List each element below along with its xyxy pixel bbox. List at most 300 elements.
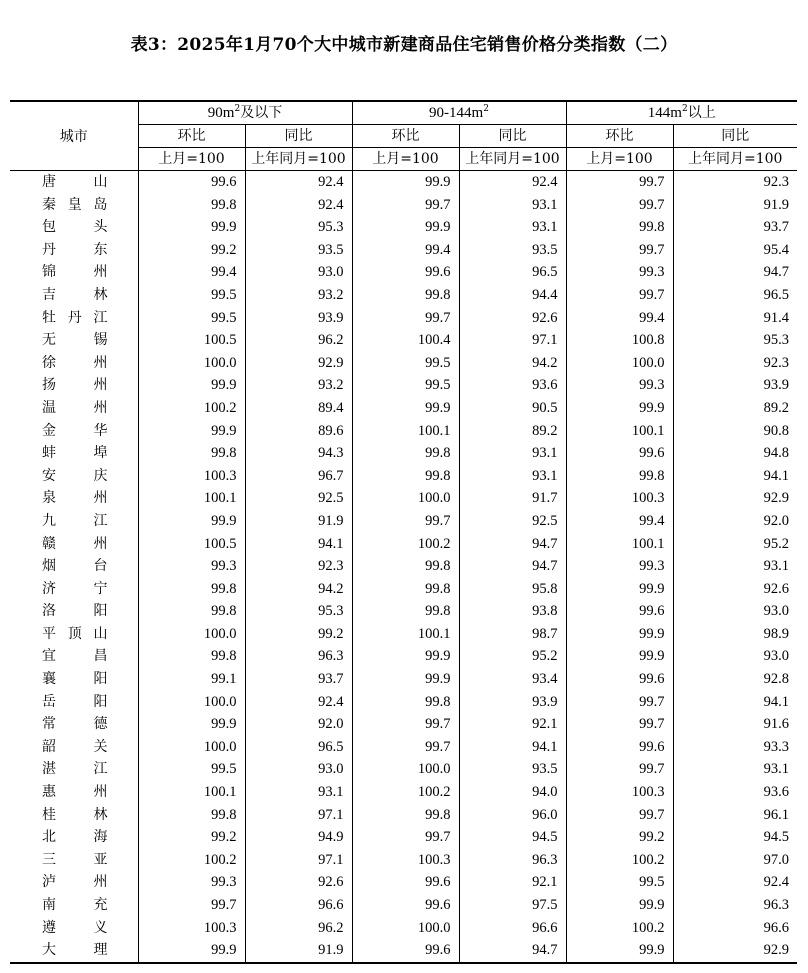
mom-value: 99.7 — [566, 171, 673, 194]
table-row — [10, 307, 797, 330]
mom-value: 99.7 — [566, 713, 673, 736]
yoy-value: 96.5 — [245, 736, 352, 759]
mom-value: 99.5 — [138, 284, 245, 307]
table-row — [10, 465, 797, 488]
yoy-value: 93.2 — [245, 374, 352, 397]
city-name: 徐 州 — [42, 354, 108, 371]
yoy-value: 92.5 — [459, 510, 566, 533]
mom-value: 99.5 — [566, 871, 673, 894]
city-name: 大 理 — [42, 942, 108, 959]
city-cell — [10, 894, 138, 917]
city-cell — [10, 713, 138, 736]
city-column-header: 城市 — [10, 101, 138, 171]
mom-value: 100.1 — [138, 781, 245, 804]
table-row — [10, 533, 797, 556]
yoy-value: 94.1 — [245, 533, 352, 556]
group-header-small — [138, 101, 352, 125]
mom-value: 99.9 — [566, 939, 673, 963]
city-cell — [10, 397, 138, 420]
mom-value: 100.0 — [352, 487, 459, 510]
city-name: 牡 丹 江 — [42, 309, 108, 326]
mom-header: 环比 — [566, 125, 673, 148]
mom-value: 99.8 — [138, 600, 245, 623]
yoy-value: 92.0 — [673, 510, 797, 533]
mom-value: 99.4 — [138, 261, 245, 284]
table-row — [10, 804, 797, 827]
mom-value: 100.5 — [138, 329, 245, 352]
city-name: 岳 阳 — [42, 693, 108, 710]
yoy-value: 93.4 — [459, 668, 566, 691]
mom-value: 99.8 — [352, 600, 459, 623]
table-row — [10, 397, 797, 420]
mom-value: 99.9 — [566, 623, 673, 646]
table-title: 表3：2025年1月70个大中城市新建商品住宅销售价格分类指数（二） — [130, 35, 678, 55]
mom-value: 100.0 — [138, 352, 245, 375]
mom-value: 99.6 — [352, 894, 459, 917]
mom-value: 100.1 — [138, 487, 245, 510]
group-header-large-main: 144m — [647, 105, 682, 121]
yoy-value: 96.2 — [245, 917, 352, 940]
city-name: 三 亚 — [42, 851, 108, 868]
mom-value: 100.2 — [566, 917, 673, 940]
city-name: 泸 州 — [42, 874, 108, 891]
yoy-value: 93.1 — [673, 758, 797, 781]
mom-value: 99.9 — [352, 645, 459, 668]
mom-value: 99.5 — [138, 307, 245, 330]
city-cell — [10, 645, 138, 668]
mom-value: 99.9 — [566, 397, 673, 420]
mom-value: 100.1 — [352, 623, 459, 646]
city-cell — [10, 871, 138, 894]
yoy-value: 97.1 — [245, 849, 352, 872]
mom-value: 99.9 — [352, 171, 459, 194]
mom-value: 99.2 — [138, 239, 245, 262]
table-row — [10, 781, 797, 804]
city-cell — [10, 171, 138, 194]
yoy-value: 93.5 — [459, 758, 566, 781]
mom-value: 99.9 — [352, 216, 459, 239]
city-name: 唐 山 — [42, 174, 108, 190]
yoy-value: 93.1 — [459, 194, 566, 217]
mom-base-header: 上月=100 — [352, 148, 459, 171]
yoy-value: 89.2 — [459, 420, 566, 443]
mom-value: 99.9 — [352, 397, 459, 420]
mom-value: 99.8 — [352, 578, 459, 601]
mom-value: 99.7 — [352, 307, 459, 330]
city-name: 锦 州 — [42, 264, 108, 281]
mom-value: 100.4 — [352, 329, 459, 352]
yoy-value: 93.6 — [673, 781, 797, 804]
group-header-medium-main: 90-144m — [429, 105, 484, 121]
city-name: 桂 林 — [42, 806, 108, 823]
yoy-value: 97.1 — [459, 329, 566, 352]
table-row — [10, 420, 797, 443]
table-row — [10, 510, 797, 533]
table-row — [10, 171, 797, 194]
yoy-value: 92.6 — [673, 578, 797, 601]
city-cell — [10, 668, 138, 691]
yoy-value: 92.9 — [673, 939, 797, 963]
mom-value: 99.5 — [138, 758, 245, 781]
yoy-value: 93.0 — [673, 645, 797, 668]
table-row — [10, 374, 797, 397]
yoy-base-header: 上年同月=100 — [245, 148, 352, 171]
mom-value: 100.0 — [352, 758, 459, 781]
yoy-value: 89.2 — [673, 397, 797, 420]
table-row — [10, 645, 797, 668]
city-cell — [10, 623, 138, 646]
table-row — [10, 939, 797, 963]
mom-value: 99.8 — [138, 442, 245, 465]
city-cell — [10, 284, 138, 307]
yoy-value: 94.1 — [673, 691, 797, 714]
mom-base-header: 上月=100 — [138, 148, 245, 171]
yoy-value: 95.4 — [673, 239, 797, 262]
city-cell — [10, 826, 138, 849]
city-name: 南 充 — [42, 897, 108, 913]
yoy-value: 92.3 — [673, 171, 797, 194]
city-name: 无 锡 — [42, 332, 108, 349]
city-name: 温 州 — [42, 399, 108, 416]
yoy-value: 91.9 — [245, 939, 352, 963]
group-header-large-sup: 2 — [681, 104, 688, 114]
table-row — [10, 668, 797, 691]
yoy-value: 93.9 — [673, 374, 797, 397]
mom-value: 99.7 — [566, 804, 673, 827]
mom-value: 100.3 — [566, 781, 673, 804]
yoy-value: 89.4 — [245, 397, 352, 420]
mom-value: 99.3 — [138, 871, 245, 894]
table-row — [10, 216, 797, 239]
city-cell — [10, 216, 138, 239]
yoy-value: 92.4 — [673, 871, 797, 894]
mom-value: 99.8 — [138, 645, 245, 668]
yoy-value: 93.8 — [459, 600, 566, 623]
yoy-value: 98.7 — [459, 623, 566, 646]
table-row — [10, 736, 797, 759]
yoy-value: 92.5 — [245, 487, 352, 510]
group-header-small-suffix: 及以下 — [240, 105, 283, 121]
yoy-value: 95.2 — [673, 533, 797, 556]
yoy-value: 97.5 — [459, 894, 566, 917]
yoy-value: 94.5 — [673, 826, 797, 849]
table-row — [10, 487, 797, 510]
table-row — [10, 894, 797, 917]
city-cell — [10, 849, 138, 872]
city-name: 洛 阳 — [42, 603, 108, 620]
city-name: 安 庆 — [42, 467, 108, 484]
mom-value: 99.7 — [138, 894, 245, 917]
city-cell — [10, 758, 138, 781]
yoy-value: 95.2 — [459, 645, 566, 668]
yoy-value: 94.7 — [459, 555, 566, 578]
city-name: 北 海 — [42, 829, 108, 846]
yoy-value: 89.6 — [245, 420, 352, 443]
yoy-header: 同比 — [459, 125, 566, 148]
yoy-header: 同比 — [245, 125, 352, 148]
yoy-value: 94.4 — [459, 284, 566, 307]
yoy-value: 92.6 — [245, 871, 352, 894]
mom-value: 99.8 — [138, 578, 245, 601]
city-cell — [10, 442, 138, 465]
mom-value: 99.2 — [138, 826, 245, 849]
yoy-value: 92.1 — [459, 713, 566, 736]
yoy-value: 92.4 — [245, 171, 352, 194]
yoy-value: 93.5 — [459, 239, 566, 262]
group-header-small-sup: 2 — [234, 104, 241, 114]
yoy-value: 94.7 — [459, 533, 566, 556]
city-name: 九 江 — [42, 512, 108, 529]
yoy-value: 93.1 — [459, 465, 566, 488]
city-name: 遵 义 — [42, 919, 108, 936]
yoy-value: 91.4 — [673, 307, 797, 330]
mom-value: 100.3 — [566, 487, 673, 510]
yoy-value: 94.2 — [459, 352, 566, 375]
yoy-value: 93.0 — [673, 600, 797, 623]
table-row — [10, 691, 797, 714]
mom-value: 99.4 — [566, 307, 673, 330]
table-row — [10, 284, 797, 307]
mom-value: 100.2 — [352, 781, 459, 804]
table-row — [10, 758, 797, 781]
yoy-value: 91.9 — [245, 510, 352, 533]
yoy-value: 93.9 — [245, 307, 352, 330]
city-cell — [10, 352, 138, 375]
mom-value: 99.9 — [138, 510, 245, 533]
yoy-value: 96.7 — [245, 465, 352, 488]
mom-value: 99.7 — [352, 736, 459, 759]
city-name: 丹 东 — [42, 241, 108, 258]
yoy-value: 96.6 — [459, 917, 566, 940]
yoy-value: 94.2 — [245, 578, 352, 601]
yoy-base-header: 上年同月=100 — [673, 148, 797, 171]
mom-value: 100.0 — [138, 623, 245, 646]
yoy-value: 93.5 — [245, 239, 352, 262]
mom-value: 100.1 — [566, 533, 673, 556]
yoy-value: 92.8 — [673, 668, 797, 691]
yoy-value: 93.0 — [245, 261, 352, 284]
yoy-value: 93.0 — [245, 758, 352, 781]
yoy-value: 96.1 — [673, 804, 797, 827]
table-row — [10, 329, 797, 352]
mom-value: 100.1 — [566, 420, 673, 443]
mom-value: 100.3 — [138, 917, 245, 940]
table-row — [10, 352, 797, 375]
mom-value: 99.3 — [138, 555, 245, 578]
city-cell — [10, 917, 138, 940]
mom-value: 99.8 — [352, 284, 459, 307]
mom-value: 100.3 — [138, 465, 245, 488]
yoy-value: 94.0 — [459, 781, 566, 804]
yoy-value: 92.9 — [245, 352, 352, 375]
mom-value: 100.2 — [352, 533, 459, 556]
yoy-value: 92.3 — [245, 555, 352, 578]
table-row — [10, 826, 797, 849]
mom-value: 100.0 — [138, 736, 245, 759]
yoy-value: 91.7 — [459, 487, 566, 510]
mom-value: 100.5 — [138, 533, 245, 556]
mom-value: 99.5 — [352, 374, 459, 397]
mom-value: 99.4 — [352, 239, 459, 262]
city-cell — [10, 261, 138, 284]
yoy-value: 95.3 — [245, 216, 352, 239]
table-header — [10, 101, 797, 171]
table-row — [10, 239, 797, 262]
yoy-value: 97.0 — [673, 849, 797, 872]
city-name: 赣 州 — [42, 535, 108, 552]
mom-value: 99.9 — [566, 578, 673, 601]
mom-value: 99.9 — [138, 420, 245, 443]
city-name: 平 顶 山 — [42, 625, 108, 642]
yoy-value: 94.1 — [673, 465, 797, 488]
group-header-small-main: 90m — [207, 105, 235, 121]
mom-value: 99.6 — [566, 668, 673, 691]
city-name: 扬 州 — [42, 377, 108, 394]
table-row — [10, 623, 797, 646]
mom-value: 99.6 — [566, 600, 673, 623]
mom-value: 99.9 — [566, 645, 673, 668]
yoy-value: 94.7 — [459, 939, 566, 963]
city-cell — [10, 307, 138, 330]
city-cell — [10, 533, 138, 556]
yoy-header: 同比 — [673, 125, 797, 148]
yoy-value: 96.6 — [245, 894, 352, 917]
mom-value: 99.7 — [352, 510, 459, 533]
city-cell — [10, 420, 138, 443]
yoy-value: 95.8 — [459, 578, 566, 601]
yoy-base-header: 上年同月=100 — [459, 148, 566, 171]
price-index-table — [10, 100, 797, 964]
table-body — [10, 171, 797, 963]
mom-value: 99.8 — [566, 465, 673, 488]
city-name: 包 头 — [42, 219, 108, 236]
yoy-value: 95.3 — [673, 329, 797, 352]
city-cell — [10, 239, 138, 262]
yoy-value: 91.6 — [673, 713, 797, 736]
mom-value: 99.2 — [566, 826, 673, 849]
table-row — [10, 555, 797, 578]
yoy-value: 92.9 — [673, 487, 797, 510]
city-name: 金 华 — [42, 422, 108, 439]
mom-value: 99.9 — [138, 216, 245, 239]
mom-value: 99.5 — [352, 352, 459, 375]
yoy-value: 96.3 — [459, 849, 566, 872]
table-row — [10, 600, 797, 623]
mom-value: 99.6 — [566, 442, 673, 465]
yoy-value: 92.4 — [245, 691, 352, 714]
mom-value: 100.8 — [566, 329, 673, 352]
mom-value: 99.8 — [138, 194, 245, 217]
yoy-value: 96.5 — [459, 261, 566, 284]
yoy-value: 92.4 — [459, 171, 566, 194]
mom-value: 99.7 — [566, 194, 673, 217]
yoy-value: 94.7 — [673, 261, 797, 284]
mom-value: 99.7 — [352, 194, 459, 217]
mom-value: 99.3 — [566, 261, 673, 284]
city-name: 惠 州 — [42, 784, 108, 801]
city-name: 蚌 埠 — [42, 445, 108, 462]
yoy-value: 90.8 — [673, 420, 797, 443]
table-row — [10, 261, 797, 284]
table-row — [10, 917, 797, 940]
mom-value: 99.9 — [138, 939, 245, 963]
mom-value: 99.9 — [566, 894, 673, 917]
city-cell — [10, 510, 138, 533]
table-row — [10, 849, 797, 872]
yoy-value: 96.5 — [673, 284, 797, 307]
yoy-value: 93.1 — [673, 555, 797, 578]
yoy-value: 97.1 — [245, 804, 352, 827]
city-cell — [10, 374, 138, 397]
yoy-value: 99.2 — [245, 623, 352, 646]
city-cell — [10, 194, 138, 217]
table-row — [10, 871, 797, 894]
yoy-value: 93.2 — [245, 284, 352, 307]
yoy-value: 96.6 — [673, 917, 797, 940]
mom-value: 99.7 — [566, 284, 673, 307]
mom-base-header: 上月=100 — [566, 148, 673, 171]
city-name: 秦 皇 岛 — [42, 196, 108, 213]
mom-value: 100.2 — [566, 849, 673, 872]
city-cell — [10, 578, 138, 601]
mom-value: 100.2 — [138, 849, 245, 872]
group-header-large — [566, 101, 797, 125]
mom-value: 100.2 — [138, 397, 245, 420]
mom-value: 99.9 — [138, 713, 245, 736]
group-header-medium-sup: 2 — [483, 104, 489, 114]
mom-value: 100.0 — [352, 917, 459, 940]
city-name: 常 德 — [42, 716, 108, 733]
yoy-value: 96.0 — [459, 804, 566, 827]
yoy-value: 91.9 — [673, 194, 797, 217]
yoy-value: 90.5 — [459, 397, 566, 420]
city-name: 烟 台 — [42, 558, 108, 575]
yoy-value: 94.1 — [459, 736, 566, 759]
mom-value: 99.3 — [566, 555, 673, 578]
city-name: 宜 昌 — [42, 648, 108, 665]
city-name: 韶 关 — [42, 738, 108, 755]
yoy-value: 96.2 — [245, 329, 352, 352]
city-name: 吉 林 — [42, 286, 108, 303]
mom-header: 环比 — [352, 125, 459, 148]
table-row — [10, 194, 797, 217]
city-cell — [10, 736, 138, 759]
city-name: 湛 江 — [42, 761, 108, 778]
city-cell — [10, 555, 138, 578]
mom-value: 99.8 — [352, 555, 459, 578]
mom-value: 99.8 — [352, 442, 459, 465]
city-cell — [10, 781, 138, 804]
city-cell — [10, 329, 138, 352]
mom-value: 100.0 — [566, 352, 673, 375]
mom-value: 99.7 — [352, 713, 459, 736]
yoy-value: 96.3 — [673, 894, 797, 917]
mom-value: 99.9 — [352, 668, 459, 691]
city-name: 济 宁 — [42, 580, 108, 597]
city-cell — [10, 804, 138, 827]
group-header-medium — [352, 101, 566, 125]
yoy-value: 92.3 — [673, 352, 797, 375]
mom-value: 99.7 — [352, 826, 459, 849]
mom-value: 99.8 — [352, 465, 459, 488]
table-row — [10, 713, 797, 736]
city-name: 襄 阳 — [42, 671, 108, 688]
mom-value: 99.6 — [566, 736, 673, 759]
yoy-value: 94.3 — [245, 442, 352, 465]
mom-value: 100.0 — [138, 691, 245, 714]
mom-value: 99.9 — [138, 374, 245, 397]
mom-value: 99.8 — [352, 804, 459, 827]
